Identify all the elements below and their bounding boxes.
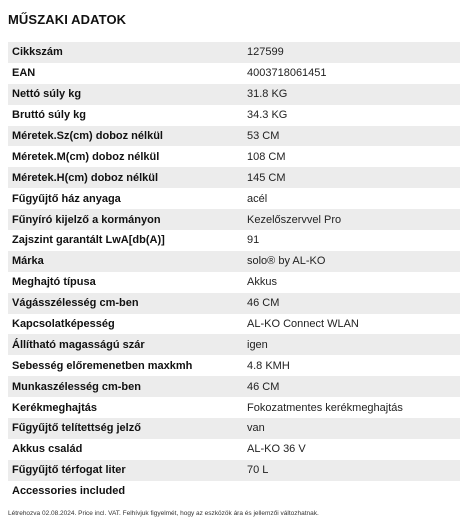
spec-label: EAN <box>12 67 36 80</box>
spec-label: Nettó súly kg <box>12 88 82 101</box>
spec-row <box>8 209 460 230</box>
spec-row <box>8 251 460 272</box>
spec-row <box>8 230 460 251</box>
spec-label: Bruttó súly kg <box>12 109 86 122</box>
spec-row <box>8 188 460 209</box>
spec-row <box>8 146 460 167</box>
spec-value: van <box>247 422 265 435</box>
spec-row <box>8 376 460 397</box>
spec-label: Vágásszélesség cm-ben <box>12 297 139 310</box>
spec-row <box>8 84 460 105</box>
spec-label: Akkus család <box>12 443 83 456</box>
spec-label: Kapcsolatképesség <box>12 318 115 331</box>
spec-label: Meghajtó típusa <box>12 276 96 289</box>
spec-label: Márka <box>12 255 44 268</box>
spec-row <box>8 42 460 63</box>
spec-value: igen <box>247 338 268 351</box>
spec-label: Állítható magasságú szár <box>12 338 145 351</box>
spec-row <box>8 355 460 376</box>
spec-value: 127599 <box>247 46 284 59</box>
spec-value: Akkus <box>247 276 277 289</box>
spec-row <box>8 167 460 188</box>
spec-value: 53 CM <box>247 130 280 142</box>
specs-table <box>8 42 460 502</box>
spec-row <box>8 418 460 439</box>
spec-label: Munkaszélesség cm-ben <box>12 380 141 393</box>
spec-row <box>8 314 460 335</box>
spec-row <box>8 460 460 481</box>
spec-value: AL-KO 36 V <box>247 443 306 456</box>
spec-value: 145 CM <box>247 171 286 184</box>
spec-value: Kezelőszervvel Pro <box>247 213 342 226</box>
spec-label: Fűgyűjtő ház anyaga <box>12 192 121 205</box>
spec-value: 70 L <box>247 464 269 477</box>
spec-label: Accessories included <box>12 485 126 498</box>
spec-label: Fűnyíró kijelző a kormányon <box>12 213 161 226</box>
spec-value: 46 CM <box>247 297 280 310</box>
spec-row <box>8 334 460 355</box>
footer-note: Létrehozva 02.08.2024. Price incl. VAT. Felhívjuk figyelmét, hogy az eszközök ára és jellemzői változhatnak. <box>8 510 319 517</box>
spec-row <box>8 439 460 460</box>
spec-value: 108 CM <box>247 150 286 163</box>
spec-value: 31.8 KG <box>247 88 288 101</box>
spec-row <box>8 272 460 293</box>
spec-label: Fűgyűjtő telítettség jelző <box>12 422 141 435</box>
spec-label: Kerékmeghajtás <box>12 401 97 414</box>
spec-row <box>8 126 460 147</box>
spec-value: 4003718061451 <box>247 67 327 80</box>
spec-label: Zajszint garantált LwA[db(A)] <box>12 234 165 247</box>
spec-label: Fűgyűjtő térfogat liter <box>12 464 126 477</box>
spec-value: solo® by AL-KO <box>247 255 326 268</box>
spec-value: AL-KO Connect WLAN <box>247 318 359 331</box>
spec-row <box>8 481 460 502</box>
spec-row <box>8 397 460 418</box>
spec-value: Fokozatmentes kerékmeghajtás <box>247 401 403 414</box>
section-title: MŰSZAKI ADATOK <box>8 12 127 27</box>
spec-label: Cikkszám <box>12 46 63 59</box>
spec-label: Sebesség előremenetben maxkmh <box>12 359 193 372</box>
spec-row <box>8 63 460 84</box>
spec-label: Méretek.M(cm) doboz nélkül <box>12 150 160 163</box>
spec-value: 46 CM <box>247 380 280 393</box>
spec-value <box>243 481 460 502</box>
specs-table-body <box>8 42 460 502</box>
spec-value: 34.3 KG <box>247 109 288 122</box>
spec-row <box>8 105 460 126</box>
spec-row <box>8 293 460 314</box>
spec-value: acél <box>247 192 268 205</box>
spec-value: 91 <box>247 234 260 247</box>
spec-label: Méretek.Sz(cm) doboz nélkül <box>12 130 163 142</box>
spec-label: Méretek.H(cm) doboz nélkül <box>12 171 159 184</box>
spec-value: 4.8 KMH <box>247 359 290 372</box>
